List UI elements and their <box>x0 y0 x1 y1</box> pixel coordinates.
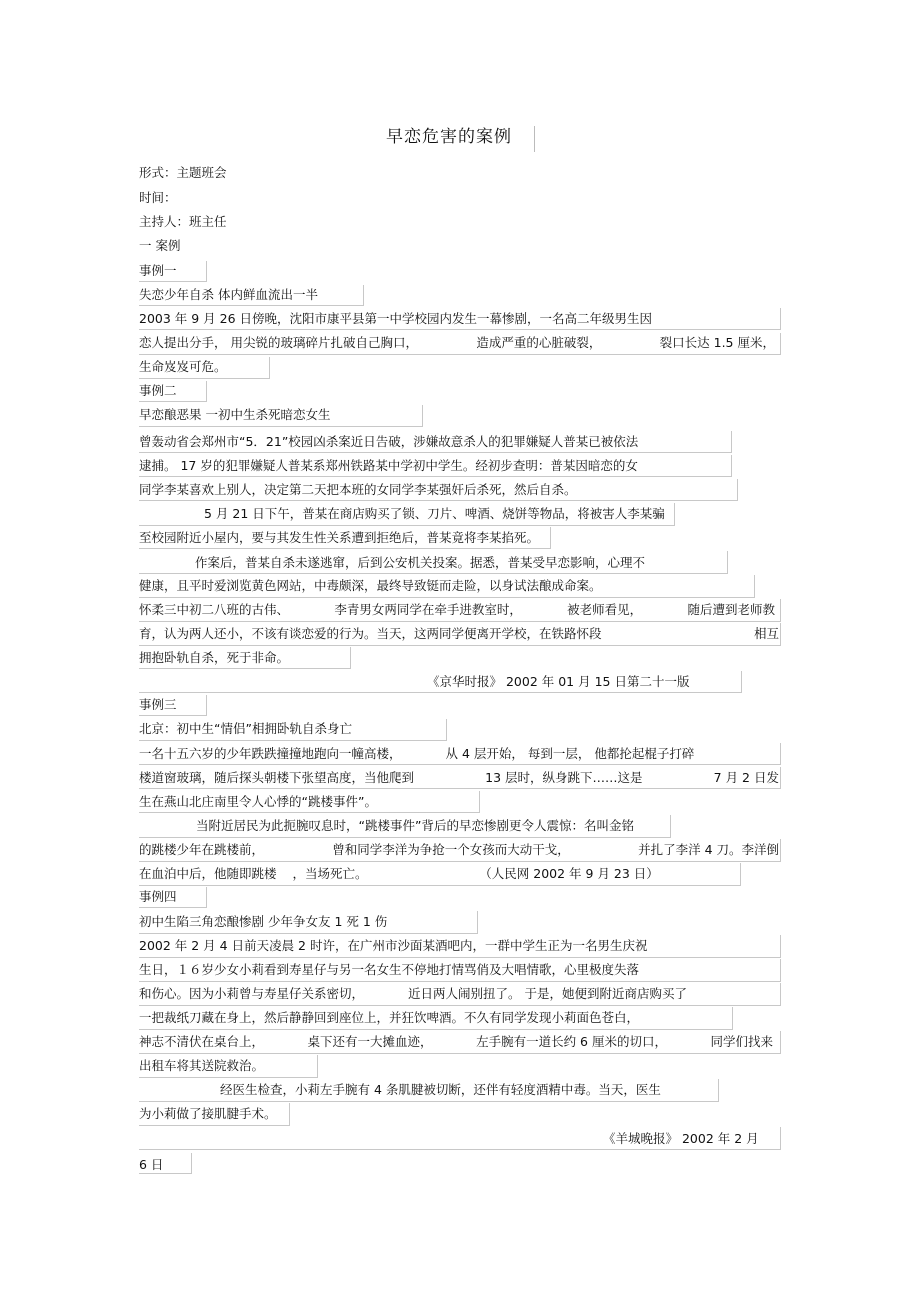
text-segment: 李青男女两同学在牵手进教室时， <box>334 602 522 617</box>
case1-paragraph-line: 生命岌岌可危。 <box>139 359 227 374</box>
case4-paragraph-line: 出租车将其送院救治。 <box>139 1058 265 1073</box>
case2-paragraph-line: 5 月 21 日下午，普某在商店购买了锁、刀片、啤酒、烧饼等物品，将被害人李某骗 <box>204 506 665 521</box>
text-segment: 的跳楼少年在跳楼前， <box>139 842 265 857</box>
text-segment: 被老师看见， <box>567 602 643 617</box>
text-segment: 相互 <box>753 626 779 641</box>
case3-paragraph-line: 生在燕山北庄南里令人心悸的“跳楼事件”。 <box>139 794 377 809</box>
text-segment: 并扎了李洋 4 刀。李洋倒 <box>638 842 779 857</box>
case2-source: 《京华时报》 2002 年 01 月 15 日第二十一版 <box>427 674 690 689</box>
text-segment: 一名十五六岁的少年跌跌撞撞地跑向一幢高楼， <box>139 746 402 761</box>
case3-paragraph-line <box>139 770 779 786</box>
case4-paragraph-line: 为小莉做了接肌腱手术。 <box>139 1106 277 1121</box>
text-segment: 13 层时，纵身跳下……这是 <box>485 770 643 785</box>
case4-paragraph-line: 2002 年 2 月 4 日前天凌晨 2 时许，在广州市沙面某酒吧内，一群中学生正为一名男生庆祝 <box>139 938 648 953</box>
case2-paragraph-line: 作案后，普某自杀未遂逃窜，后到公安机关投案。据悉，普某受早恋影响，心理不 <box>195 555 646 570</box>
text-segment: （人民网 2002 年 9 月 23 日） <box>485 866 659 881</box>
text-segment: 裂口长达 1.5 厘米， <box>659 335 775 350</box>
text-segment: 桌下还有一大摊血迹， <box>307 1034 433 1049</box>
text-segment: 近日两人闹别扭了。 于是，她便到附近商店购买了 <box>408 986 687 1001</box>
title-divider <box>534 126 535 152</box>
text-segment: 育，认为两人还小，不该有谈恋爱的行为。当天，这两同学便离开学校，在铁路怀段 <box>139 626 602 641</box>
case3-paragraph-line <box>139 866 659 882</box>
document-title: 早恋危害的案例 <box>386 127 512 147</box>
case1-paragraph-line <box>139 335 775 351</box>
case2-paragraph-line: 曾轰动省会郑州市“5．21”校园凶杀案近日告破，涉嫌故意杀人的犯罪嫌疑人普某已被依法 <box>139 434 639 449</box>
case2-paragraph-line <box>139 626 779 642</box>
case2-paragraph-line: 逮捕。 17 岁的犯罪嫌疑人普某系郑州铁路某中学初中学生。经初步查明：普某因暗恋的女 <box>139 458 638 473</box>
case3-headline: 北京：初中生“情侣”相拥卧轨自杀身亡 <box>139 721 352 736</box>
case2-paragraph-line: 至校园附近小屋内，要与其发生性关系遭到拒绝后，普某竟将李某掐死。 <box>139 530 540 545</box>
text-segment: 左手腕有一道长约 6 厘米的切口， <box>476 1034 667 1049</box>
case3-paragraph-line: 当附近居民为此扼腕叹息时，“跳楼事件”背后的早恋惨剧更令人震惊：名叫金铭 <box>196 818 634 833</box>
case2-paragraph-line: 同学李某喜欢上别人，决定第二天把本班的女同学李某强奸后杀死，然后自杀。 <box>139 482 577 497</box>
text-segment: 恋人提出分手， 用尖锐的玻璃碎片扎破自己胸口， <box>139 335 418 350</box>
case4-headline: 初中生陷三角恋酿惨剧 少年争女友 1 死 1 伤 <box>139 914 388 929</box>
case1-headline: 失恋少年自杀 体内鲜血流出一半 <box>139 287 318 302</box>
case4-label: 事例四 <box>139 889 177 904</box>
text-segment: 曾和同学李洋为争抢一个女孩而大动干戈， <box>332 842 570 857</box>
case4-paragraph-line: 生日，１６岁少女小莉看到寿星仔与另一名女生不停地打情骂俏及大唱情歌，心里极度失落 <box>139 962 640 977</box>
case2-paragraph-line: 健康，且平时爱浏览黄色网站，中毒颇深，最终导致铤而走险，以身试法酿成命案。 <box>139 578 602 593</box>
case4-paragraph-line: 经医生检查，小莉左手腕有 4 条肌腱被切断，还伴有轻度酒精中毒。当天，医生 <box>220 1082 661 1097</box>
case4-paragraph-line: 一把裁纸刀藏在身上，然后静静回到座位上，并狂饮啤酒。不久有同学发现小莉面色苍白， <box>139 1010 640 1025</box>
case4-paragraph-line <box>139 1034 773 1050</box>
text-segment: 从 4 层开始， 每到一层， 他都抡起棍子打碎 <box>445 746 695 761</box>
case2-headline: 早恋酿恶果 一初中生杀死暗恋女生 <box>139 407 331 422</box>
text-segment: 同学们找来 <box>710 1034 773 1049</box>
text-segment: 神志不清伏在桌台上， <box>139 1034 265 1049</box>
text-segment: ，当场死亡。 <box>292 866 368 881</box>
meta-form: 形式：主题班会 <box>139 165 227 180</box>
case3-paragraph-line <box>139 842 779 858</box>
meta-host: 主持人：班主任 <box>139 214 227 229</box>
text-segment: 楼道窗玻璃，随后探头朝楼下张望高度，当他爬到 <box>139 770 415 785</box>
case3-paragraph-line <box>139 746 694 762</box>
case1-label: 事例一 <box>139 263 177 278</box>
case1-paragraph-line: 2003 年 9 月 26 日傍晚，沈阳市康平县第一中学校园内发生一幕惨剧，一名高二年级男生因 <box>139 311 653 326</box>
case4-paragraph-line <box>139 986 687 1002</box>
case2-label: 事例二 <box>139 383 177 398</box>
text-segment: 和伤心。因为小莉曾与寿星仔关系密切， <box>139 986 365 1001</box>
text-segment: 在血泊中后，他随即跳楼 <box>139 866 277 881</box>
case2-paragraph-line: 拥抱卧轨自杀，死于非命。 <box>139 650 290 665</box>
text-segment: 造成严重的心脏破裂， <box>476 335 602 350</box>
case4-source: 《羊城晚报》 2002 年 2 月 <box>603 1131 759 1146</box>
case4-source-date: 6 日 <box>139 1157 164 1172</box>
meta-time: 时间： <box>139 190 177 205</box>
case2-paragraph-line <box>139 602 775 618</box>
section-heading: 一 案例 <box>139 238 181 253</box>
case3-label: 事例三 <box>139 697 177 712</box>
text-segment: 怀柔三中初二八班的古伟、 <box>139 602 290 617</box>
text-segment: 7 月 2 日发 <box>713 770 779 785</box>
text-segment: 随后遭到老师教 <box>687 602 775 617</box>
